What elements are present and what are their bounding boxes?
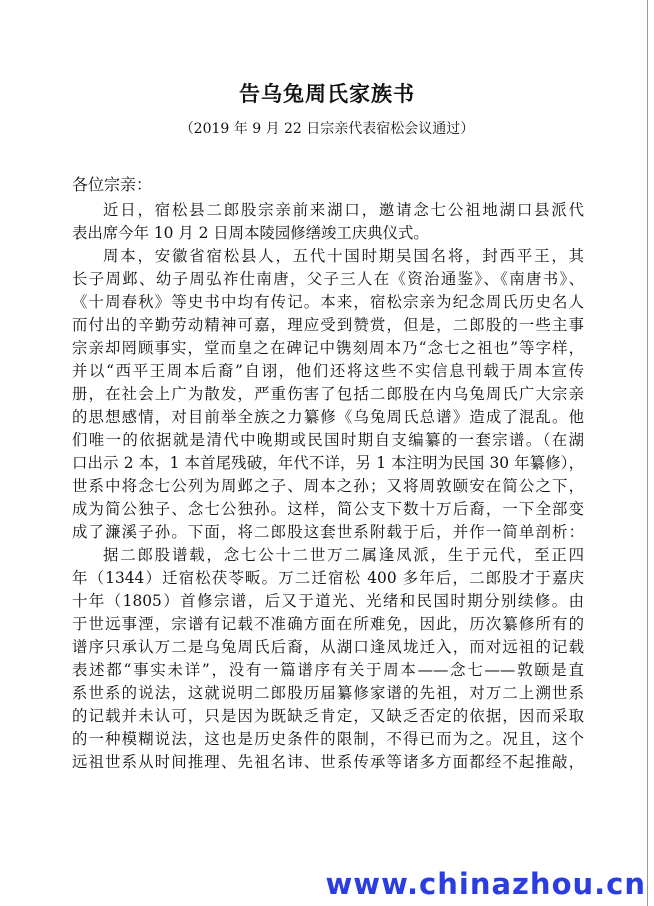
text-line: 的一种模糊说法，这也是历史条件的限制，不得已而为之。况且，这个 xyxy=(72,730,584,748)
site-watermark: www.chinazhou.cn xyxy=(325,867,646,901)
text-line: 成为简公独子、念七公独孙。这样，简公支下数十万后裔，一下全部变 xyxy=(72,500,584,518)
text-line: 成了濂溪子孙。下面，将二郎股这套世系附载于后，并作一简单剖析： xyxy=(72,523,584,541)
salutation: 各位宗亲： xyxy=(72,175,153,194)
text-line: 周本，安徽省宿松县人，五代十国时期吴国名将，封西平王，其 xyxy=(103,247,584,265)
text-line: 远祖世系从时间推理、先祖名讳、世系传承等诸多方面都经不起推敲， xyxy=(72,753,584,771)
text-line: 世系中将念七公列为周邺之子、周本之孙；又将周敦颐安在简公之下， xyxy=(72,477,584,495)
text-line: 的思想感情，对目前举全族之力纂修《乌兔周氏总谱》造成了混乱。他 xyxy=(72,408,584,426)
text-line: 并以“西平王周本后裔”自诩，他们还将这些不实信息刊载于周本宣传 xyxy=(72,362,584,380)
text-line: 宗亲却罔顾事实，堂而皇之在碑记中镌刻周本乃“念七之祖也”等字样， xyxy=(72,339,584,357)
document-subtitle: （2019 年 9 月 22 日宗亲代表宿松会议通过） xyxy=(179,121,475,137)
text-line: 于世远事湮，宗谱有记载不准确方面在所难免，因此，历次纂修所有的 xyxy=(72,615,584,633)
text-line: 口出示 2 本，1 本首尾残破，年代不详，另 1 本注明为民国 30 年纂修）， xyxy=(72,454,584,472)
document-title: 告乌兔周氏家族书 xyxy=(239,81,415,106)
text-line: 表述都“事实未详”，没有一篇谱序有关于周本——念七——敦颐是直 xyxy=(72,661,584,679)
text-line: 据二郎股谱载，念七公十二世万二属逢凤派，生于元代，至正四 xyxy=(103,546,584,564)
text-line: 年（1344）迁宿松茯苓畈。万二迁宿松 400 多年后，二郎股才于嘉庆 xyxy=(72,569,584,587)
text-line: 谱序只承认万二是乌兔周氏后裔，从湖口逢凤垅迁入，而对远祖的记载 xyxy=(72,638,584,656)
text-line: 册，在社会上广为散发，严重伤害了包括二郎股在内乌兔周氏广大宗亲 xyxy=(72,385,584,403)
text-line: 《十周春秋》等史书中均有传记。本来，宿松宗亲为纪念周氏历史名人 xyxy=(72,293,584,311)
text-line: 近日，宿松县二郎股宗亲前来湖口，邀请念七公祖地湖口县派代 xyxy=(103,201,584,219)
text-line: 十年（1805）首修宗谱，后又于道光、光绪和民国时期分别续修。由 xyxy=(72,592,584,610)
body-text xyxy=(72,199,584,774)
text-line: 长子周邺、幼子周弘祚仕南唐，父子三人在《资治通鉴》、《南唐书》、 xyxy=(72,270,584,288)
text-line: 的记载并未认可，只是因为既缺乏肯定，又缺乏否定的依据，因而采取 xyxy=(72,707,584,725)
text-line: 们唯一的依据就是清代中晚期或民国时期自支编纂的一套宗谱。（在湖 xyxy=(72,431,584,449)
text-line: 系世系的说法，这就说明二郎股历届纂修家谱的先祖，对万二上溯世系 xyxy=(72,684,584,702)
text-line: 而付出的辛勤劳动精神可嘉，理应受到赞赏，但是，二郎股的一些主事 xyxy=(72,316,584,334)
text-line: 表出席今年 10 月 2 日周本陵园修缮竣工庆典仪式。 xyxy=(72,224,429,242)
